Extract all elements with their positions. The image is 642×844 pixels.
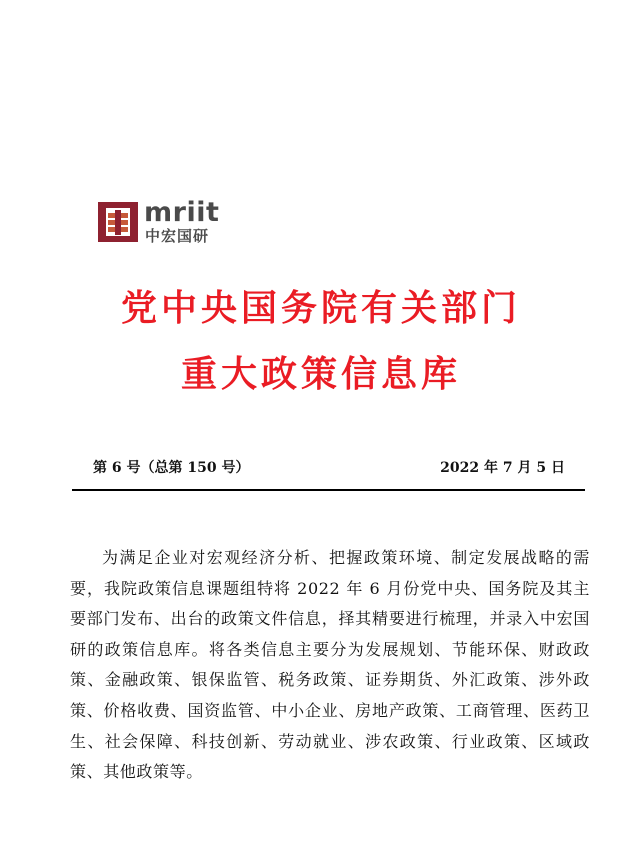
issue-row: [93, 456, 565, 480]
logo-subtitle: 中宏国研: [145, 227, 210, 245]
issue-date: 2022 年 7 月 5 日: [440, 460, 565, 476]
intro-paragraph: 为满足企业对宏观经济分析、把握政策环境、制定发展战略的需要，我院政策信息课题组特将 2022 年 6 月份党中央、国务院及其主要部门发布、出台的政策文件信息，择其精要进行梳理，并录入中宏国研的政策信息库。将各类信息主要分为发展规划、节能环保、财政政策、金融政策、银保监管、税务政策、证券期货、外汇政策、涉外政策、价格收费、国资监管、中小企业、房地产政策、工商管理、医药卫生、社会保障、科技创新、劳动就业、涉农政策、行业政策、区域政策、其他政策等。: [70, 548, 590, 782]
header-divider: [72, 489, 585, 491]
logo-wordmark: mriit: [144, 197, 220, 228]
logo: [96, 197, 226, 248]
logo-mark-icon: [96, 200, 140, 244]
document-title-line-2: 重大政策信息库: [180, 353, 461, 395]
document-title-line-1: 党中央国务院有关部门: [120, 287, 521, 329]
issue-number: 第 6 号（总第 150 号）: [93, 460, 250, 476]
